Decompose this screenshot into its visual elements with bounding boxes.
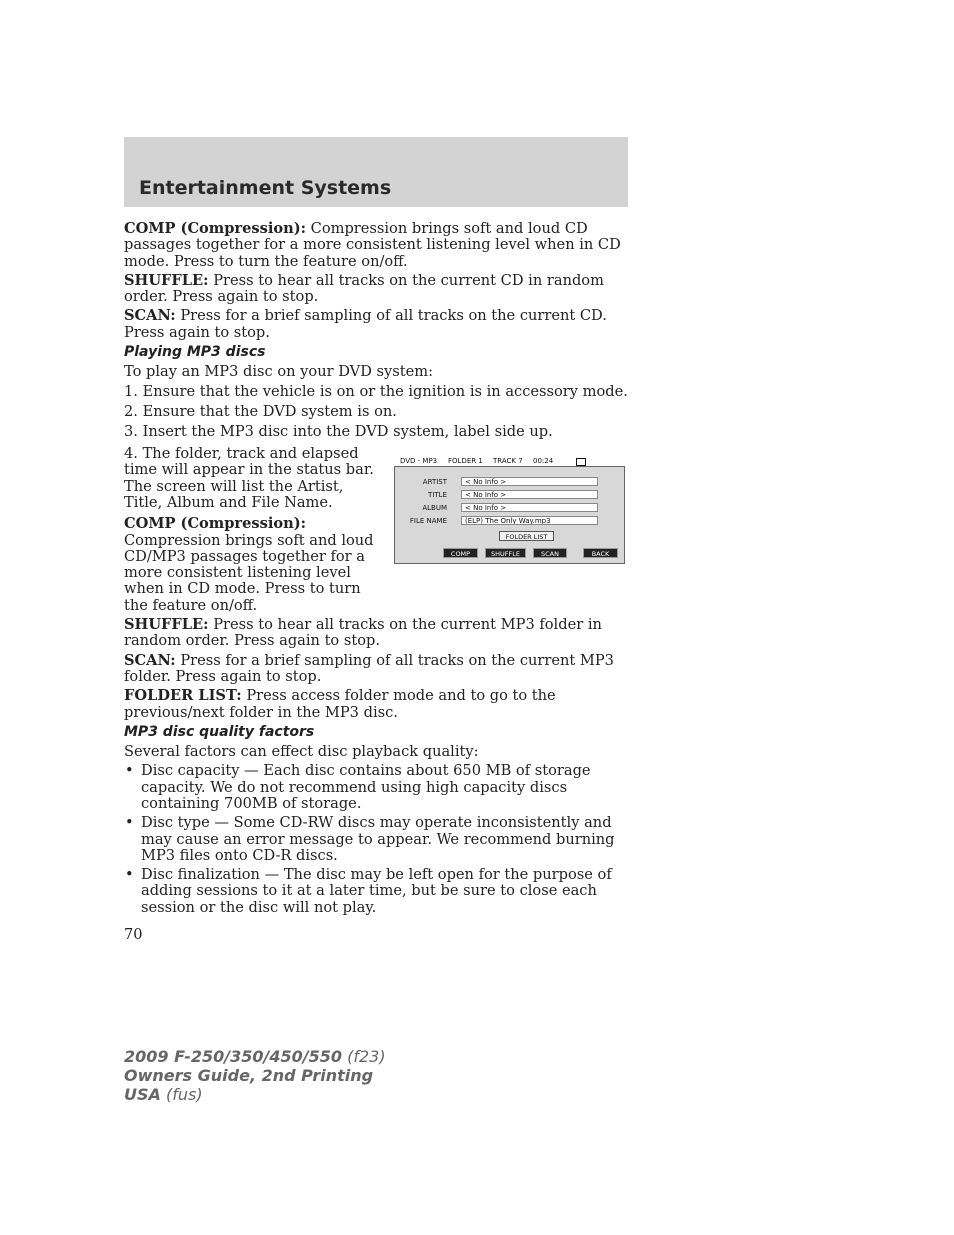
folder-list-term: FOLDER LIST:: [124, 687, 242, 705]
list-item: [124, 867, 628, 916]
footer-region-code: (fus): [160, 1085, 203, 1104]
quality-heading: MP3 disc quality factors: [124, 723, 315, 740]
footer-model-code: (f23): [342, 1047, 386, 1066]
comp-term: COMP (Compression):: [124, 220, 307, 237]
mp3-comp-term: COMP (Compression):: [124, 515, 307, 533]
status-time: 00:24: [533, 457, 554, 465]
album-label: ALBUM: [422, 504, 447, 512]
mp3-shuffle-text: Press to hear all tracks on the current MP3 folder in random order. Press again to stop.: [124, 616, 602, 650]
album-field: < No Info >: [461, 503, 598, 512]
dvd-screen: [394, 466, 625, 564]
mp3-steps: [124, 364, 628, 440]
mp3-comp-text: Compression brings soft and loud CD/MP3 passages together for a more consistent listening level when in CD mode. Press to turn the feature on/off.: [124, 531, 374, 614]
footer-line-1: [124, 1047, 386, 1066]
quality-lead: Several factors can effect disc playback quality:: [124, 743, 479, 761]
back-button[interactable]: BACK: [583, 548, 618, 558]
bullet-text: Disc capacity — Each disc contains about 650 MB of storage capacity. We do not recommend using high capacity discs containing 700MB of storage.: [141, 762, 591, 812]
scan-text: Press for a brief sampling of all tracks on the current CD. Press again to stop.: [124, 307, 607, 341]
mp3-shuffle-term: SHUFFLE:: [124, 616, 209, 634]
bullet-symbol: •: [125, 762, 134, 780]
status-track: TRACK 7: [493, 457, 523, 465]
list-item: [124, 815, 628, 864]
artist-field: < No Info >: [461, 477, 598, 486]
shuffle-text: Press to hear all tracks on the current CD in random order. Press again to stop.: [124, 271, 604, 306]
folder-list-paragraph: [124, 688, 628, 721]
page-content: [124, 221, 628, 919]
comp-paragraph: [124, 221, 628, 270]
title-label: TITLE: [428, 491, 447, 499]
bullet-symbol: •: [125, 814, 134, 832]
footer-model: 2009 F-250/350/450/550: [124, 1047, 342, 1066]
mp3-scan-paragraph: [124, 653, 628, 686]
folder-list-text: Press access folder mode and to go to the previous/next folder in the MP3 disc.: [124, 687, 556, 721]
file-name-label: FILE NAME: [409, 517, 447, 525]
step-2: 2. Ensure that the DVD system is on.: [124, 402, 397, 420]
mp3-scan-text: Press for a brief sampling of all tracks on the current MP3 folder. Press again to stop.: [124, 651, 614, 685]
folder-icon: [576, 458, 586, 466]
scan-paragraph: [124, 308, 628, 341]
step-1: 1. Ensure that the vehicle is on or the ignition is in accessory mode.: [124, 383, 628, 401]
file-name-field: (ELP) The Only Way.mp3: [461, 516, 598, 525]
footer-line-3: [124, 1085, 386, 1104]
step-3: 3. Insert the MP3 disc into the DVD system, label side up.: [124, 422, 553, 440]
page-number: 70: [124, 926, 143, 943]
title-field: < No Info >: [461, 490, 598, 499]
mp3-lead: To play an MP3 disc on your DVD system:: [124, 363, 434, 381]
shuffle-term: SHUFFLE:: [124, 271, 209, 289]
footer-line-2: Owners Guide, 2nd Printing: [124, 1066, 374, 1085]
quality-bullets: [124, 763, 628, 916]
folder-list-button[interactable]: FOLDER LIST: [499, 531, 554, 541]
footer: [124, 1047, 386, 1104]
shuffle-button[interactable]: SHUFFLE: [485, 548, 526, 558]
mp3-heading: Playing MP3 discs: [124, 344, 266, 361]
status-mode: DVD - MP3: [400, 457, 438, 465]
bullet-symbol: •: [125, 866, 134, 884]
shuffle-paragraph: [124, 273, 628, 306]
bullet-text: Disc finalization — The disc may be left open for the purpose of adding sessions to it at a later time, but be sure to close each session or the disc will not play.: [141, 866, 612, 916]
footer-region: USA: [124, 1085, 161, 1104]
scan-term: SCAN:: [124, 307, 176, 325]
artist-label: ARTIST: [422, 478, 447, 486]
comp-text: Compression brings soft and loud CD passages together for a more consistent listening level when in CD mode. Press to turn the feature on/off.: [124, 220, 621, 270]
mp3-scan-term: SCAN:: [124, 651, 176, 669]
mp3-shuffle-paragraph: [124, 617, 628, 650]
step-4: 4. The folder, track and elapsed time will appear in the status bar. The screen will list the Artist, Title, Album and File Name.: [124, 445, 374, 511]
list-item: [124, 763, 628, 812]
bullet-text: Disc type — Some CD-RW discs may operate inconsistently and may cause an error message to appear. We recommend burning MP3 files onto CD-R discs.: [141, 814, 615, 864]
scan-button[interactable]: SCAN: [533, 548, 567, 558]
section-title: Entertainment Systems: [139, 177, 392, 199]
status-folder: FOLDER 1: [448, 457, 483, 465]
comp-button[interactable]: COMP: [443, 548, 478, 558]
